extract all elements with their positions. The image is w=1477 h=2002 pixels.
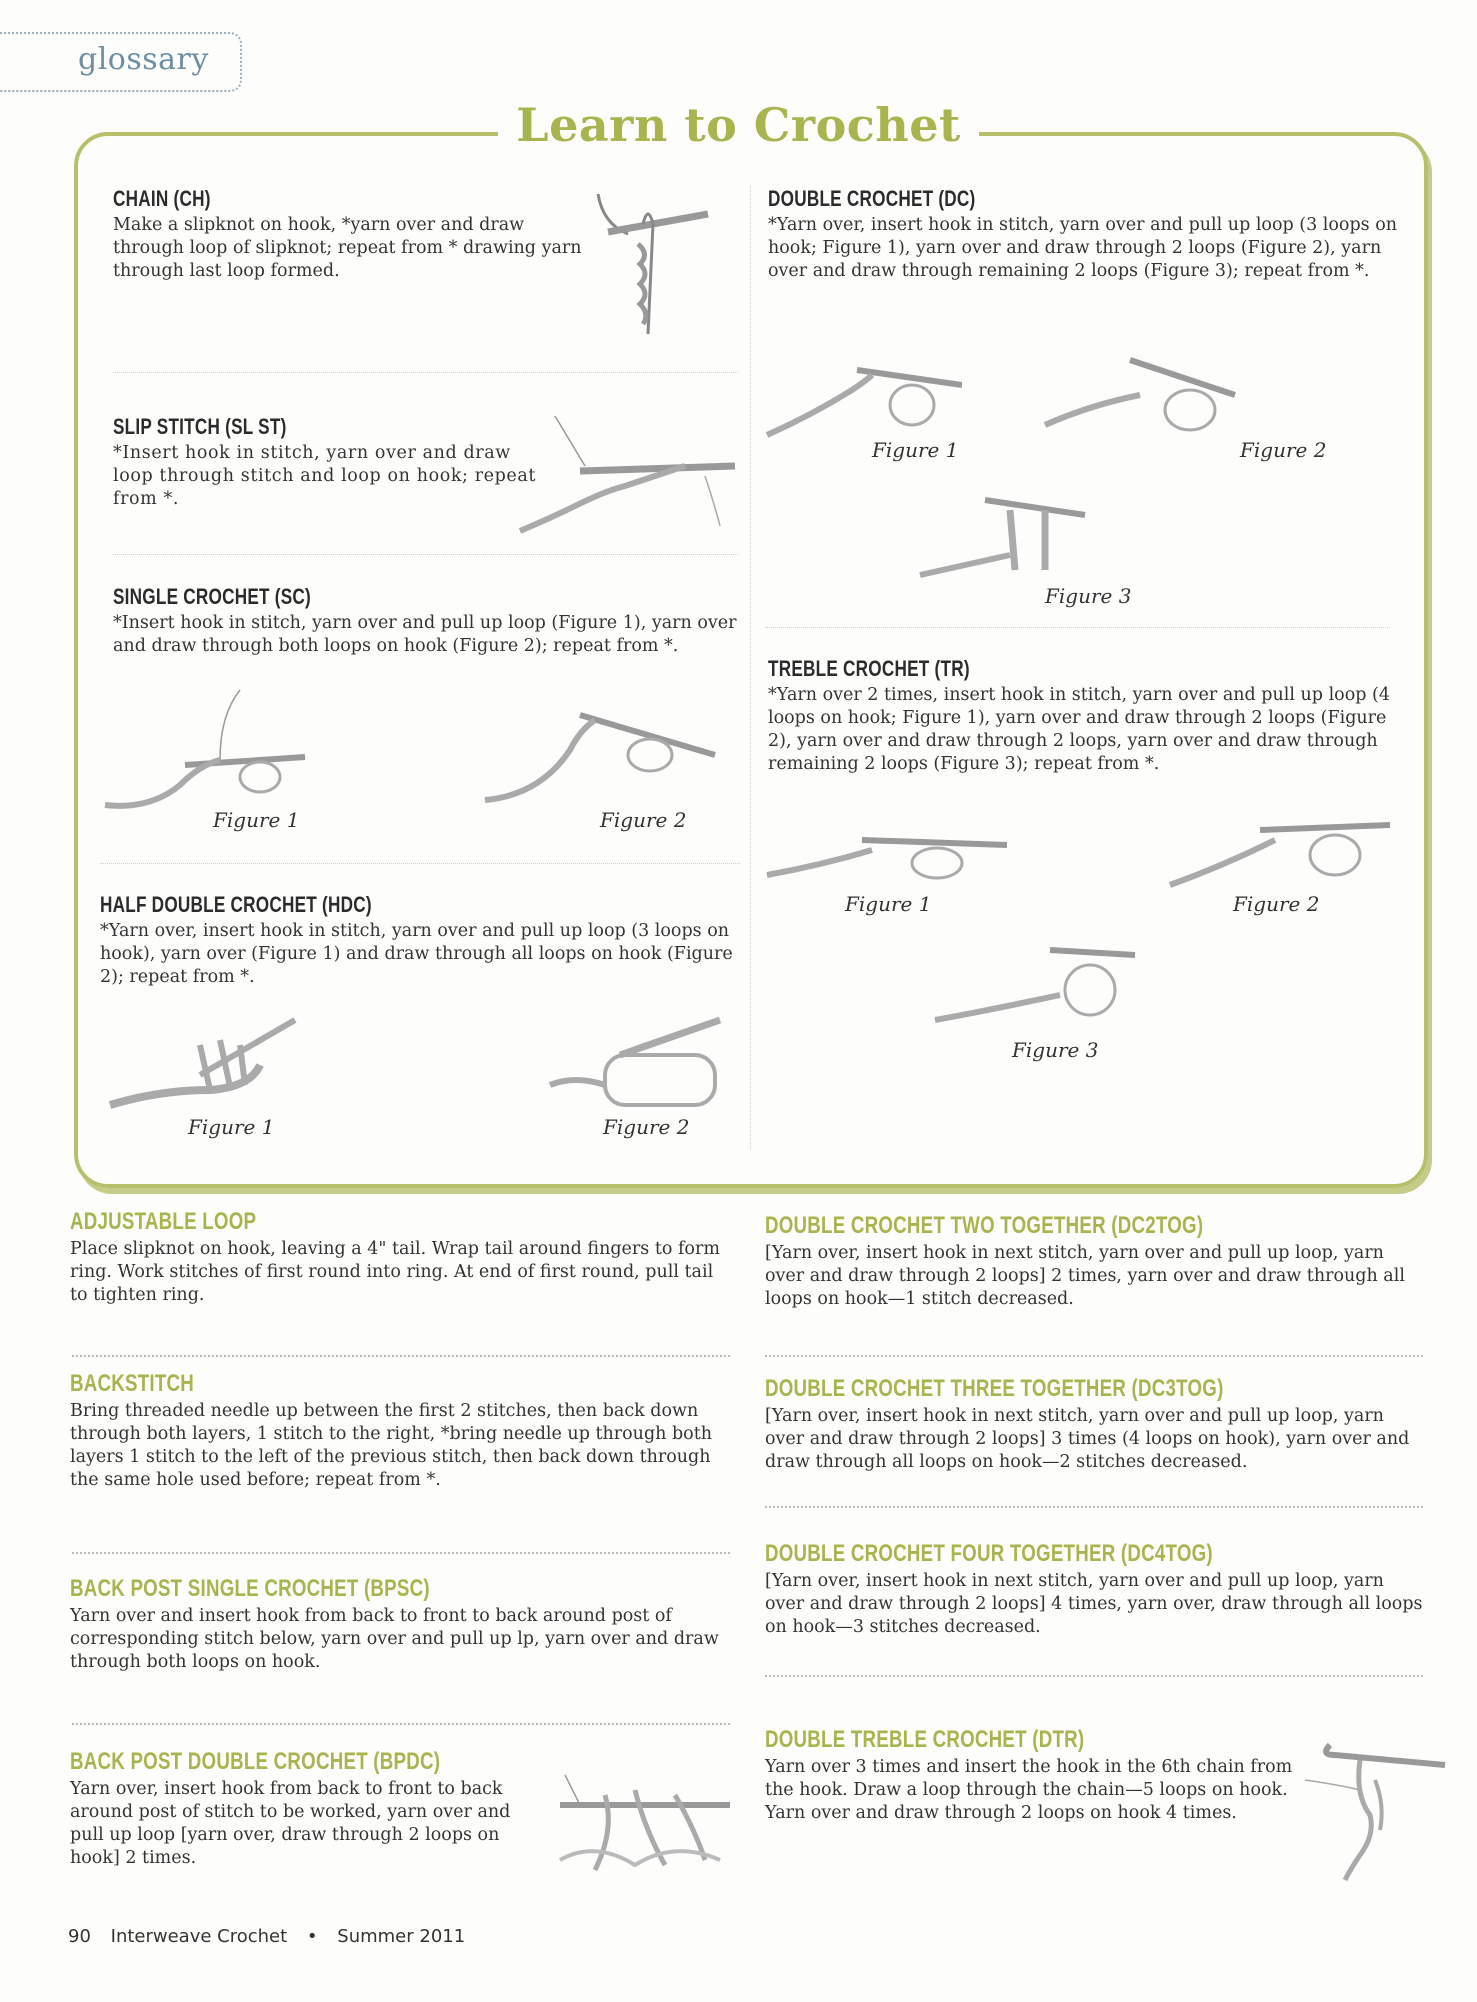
entry-heading: HALF DOUBLE CROCHET (HDC): [100, 892, 372, 917]
figure-caption: Figure 2: [603, 1115, 690, 1139]
figure-caption: Figure 1: [845, 892, 932, 916]
slip-stitch-illustration: [515, 406, 740, 536]
single-crochet-figure-1-illustration: [100, 685, 320, 815]
entry-heading: TREBLE CROCHET (TR): [768, 656, 970, 681]
page-number: 90: [68, 1926, 91, 1947]
entry-text: *Yarn over 2 times, insert hook in stitch, yarn over and pull up loop (4 loops on hook; Figure 1), yarn over and draw through 2 loops (Figure 2), yarn over and draw through 2 loops, yarn over and draw through remaining 2 loops (Figure 3); repeat from *.: [768, 685, 1390, 774]
entry-text: Make a slipknot on hook, *yarn over and draw through loop of slipknot; repeat from * drawing yarn through last loop formed.: [113, 215, 582, 281]
entry-dc3tog: [765, 1375, 1425, 1474]
entry-heading: DOUBLE CROCHET TWO TOGETHER (DC2TOG): [765, 1212, 1204, 1239]
divider: [765, 1675, 1423, 1677]
dtr-illustration: [1300, 1735, 1450, 1885]
half-double-figure-1-illustration: [100, 1015, 300, 1115]
entry-text: *Insert hook in stitch, yarn over and pull up loop (Figure 1), yarn over and draw through both loops on hook (Figure 2); repeat from *.: [113, 613, 737, 656]
magazine-name: Interweave Crochet: [110, 1926, 288, 1947]
entry-heading: ADJUSTABLE LOOP: [70, 1208, 257, 1235]
figure-caption: Figure 2: [1233, 892, 1320, 916]
treble-crochet-figure-2-illustration: [1165, 810, 1395, 890]
figure-caption: Figure 2: [600, 808, 687, 832]
divider: [765, 1506, 1423, 1508]
entry-heading: BACKSTITCH: [70, 1370, 195, 1397]
double-crochet-figure-1-illustration: [762, 335, 962, 440]
divider: [72, 1355, 730, 1357]
section-tab-label: glossary: [78, 42, 209, 77]
issue-name: Summer 2011: [337, 1926, 466, 1947]
page-title-text: Learn to Crochet: [498, 98, 979, 152]
column-divider: [750, 185, 751, 1150]
entry-heading: DOUBLE TREBLE CROCHET (DTR): [765, 1726, 1085, 1753]
entry-text: Bring threaded needle up between the first 2 stitches, then back down through both layers, 1 stitch to the right, *bring needle up through both layers 1 stitch to the left of the previous stitch, then back down through the same hole used before; repeat from *.: [70, 1401, 713, 1490]
treble-crochet-figure-1-illustration: [762, 825, 1012, 890]
figure-caption: Figure 1: [188, 1115, 275, 1139]
entry-single-crochet: [113, 584, 753, 658]
divider: [765, 1355, 1423, 1357]
double-crochet-figure-2-illustration: [1040, 335, 1240, 440]
divider: [100, 863, 740, 864]
single-crochet-figure-2-illustration: [480, 680, 720, 810]
entry-heading: SLIP STITCH (SL ST): [113, 414, 287, 439]
divider: [113, 554, 738, 555]
treble-crochet-figure-3-illustration: [930, 940, 1140, 1030]
entry-text: *Yarn over, insert hook in stitch, yarn over and pull up loop (3 loops on hook; Figure 1), yarn over and draw through 2 loops (Figure 2), yarn over and draw through remaining 2 loops (Figure 3); repeat from *.: [768, 215, 1398, 281]
page-footer: [68, 1926, 479, 1947]
half-double-figure-2-illustration: [545, 1015, 725, 1115]
page-title: [0, 98, 1477, 152]
entry-adjustable-loop: [70, 1208, 730, 1307]
entry-treble-crochet: [768, 656, 1408, 776]
divider: [113, 372, 738, 373]
entry-text: Yarn over and insert hook from back to front to back around post of corresponding stitch below, yarn over and pull up lp, yarn over and draw through both loops on hook.: [70, 1606, 719, 1672]
entry-text: [Yarn over, insert hook in next stitch, yarn over and pull up loop, yarn over and draw through 2 loops] 3 times (4 loops on hook), yarn over and draw through all loops on hook—2 stitches decreased.: [765, 1406, 1410, 1472]
entry-bpsc: [70, 1575, 730, 1674]
divider: [765, 627, 1390, 628]
entry-text: Place slipknot on hook, leaving a 4" tail. Wrap tail around fingers to form ring. Work stitches of first round into ring. At end of first round, pull tail to tighten ring.: [70, 1239, 720, 1305]
section-tab: [0, 32, 242, 92]
divider: [72, 1723, 730, 1725]
entry-heading: BACK POST DOUBLE CROCHET (BPDC): [70, 1748, 441, 1775]
entry-text: [Yarn over, insert hook in next stitch, yarn over and pull up loop, yarn over and draw through 2 loops] 2 times, yarn over and draw through all loops on hook—1 stitch decreased.: [765, 1243, 1405, 1309]
entry-text: *Yarn over, insert hook in stitch, yarn over and pull up loop (3 loops on hook), yarn over (Figure 1) and draw through all loops on hook (Figure 2); repeat from *.: [100, 921, 733, 987]
double-crochet-figure-3-illustration: [915, 480, 1095, 585]
footer-bullet: •: [306, 1926, 318, 1947]
entry-text: *Insert hook in stitch, yarn over and draw loop through stitch and loop on hook; repeat from *.: [113, 443, 537, 509]
entry-half-double-crochet: [100, 892, 740, 989]
entry-heading: DOUBLE CROCHET (DC): [768, 186, 976, 211]
entry-text: Yarn over, insert hook from back to front to back around post of stitch to be worked, yarn over and pull up loop [yarn over, draw through 2 loops on hook] 2 times.: [70, 1779, 511, 1868]
entry-backstitch: [70, 1370, 730, 1492]
figure-caption: Figure 3: [1012, 1038, 1099, 1062]
bpdc-illustration: [555, 1770, 735, 1880]
entry-double-crochet: [768, 186, 1404, 283]
entry-bpdc: [70, 1748, 530, 1870]
entry-text: [Yarn over, insert hook in next stitch, yarn over and pull up loop, yarn over and draw through 2 loops] 4 times, yarn over, draw through all loops on hook—3 stitches decreased.: [765, 1571, 1423, 1637]
figure-caption: Figure 2: [1240, 438, 1327, 462]
entry-heading: SINGLE CROCHET (SC): [113, 584, 311, 609]
entry-text: Yarn over 3 times and insert the hook in the 6th chain from the hook. Draw a loop through the chain—5 loops on hook. Yarn over and draw through 2 loops on hook 4 times.: [765, 1757, 1293, 1823]
entry-dtr: [765, 1726, 1295, 1825]
entry-heading: CHAIN (CH): [113, 186, 211, 211]
entry-dc2tog: [765, 1212, 1425, 1311]
figure-caption: Figure 1: [872, 438, 959, 462]
entry-dc4tog: [765, 1540, 1425, 1639]
entry-heading: DOUBLE CROCHET THREE TOGETHER (DC3TOG): [765, 1375, 1224, 1402]
entry-heading: BACK POST SINGLE CROCHET (BPSC): [70, 1575, 430, 1602]
divider: [72, 1552, 730, 1554]
entry-chain: [113, 186, 583, 283]
entry-heading: DOUBLE CROCHET FOUR TOGETHER (DC4TOG): [765, 1540, 1213, 1567]
figure-caption: Figure 1: [213, 808, 300, 832]
chain-illustration: [588, 184, 718, 344]
entry-slip-stitch: [113, 414, 543, 511]
figure-caption: Figure 3: [1045, 584, 1132, 608]
